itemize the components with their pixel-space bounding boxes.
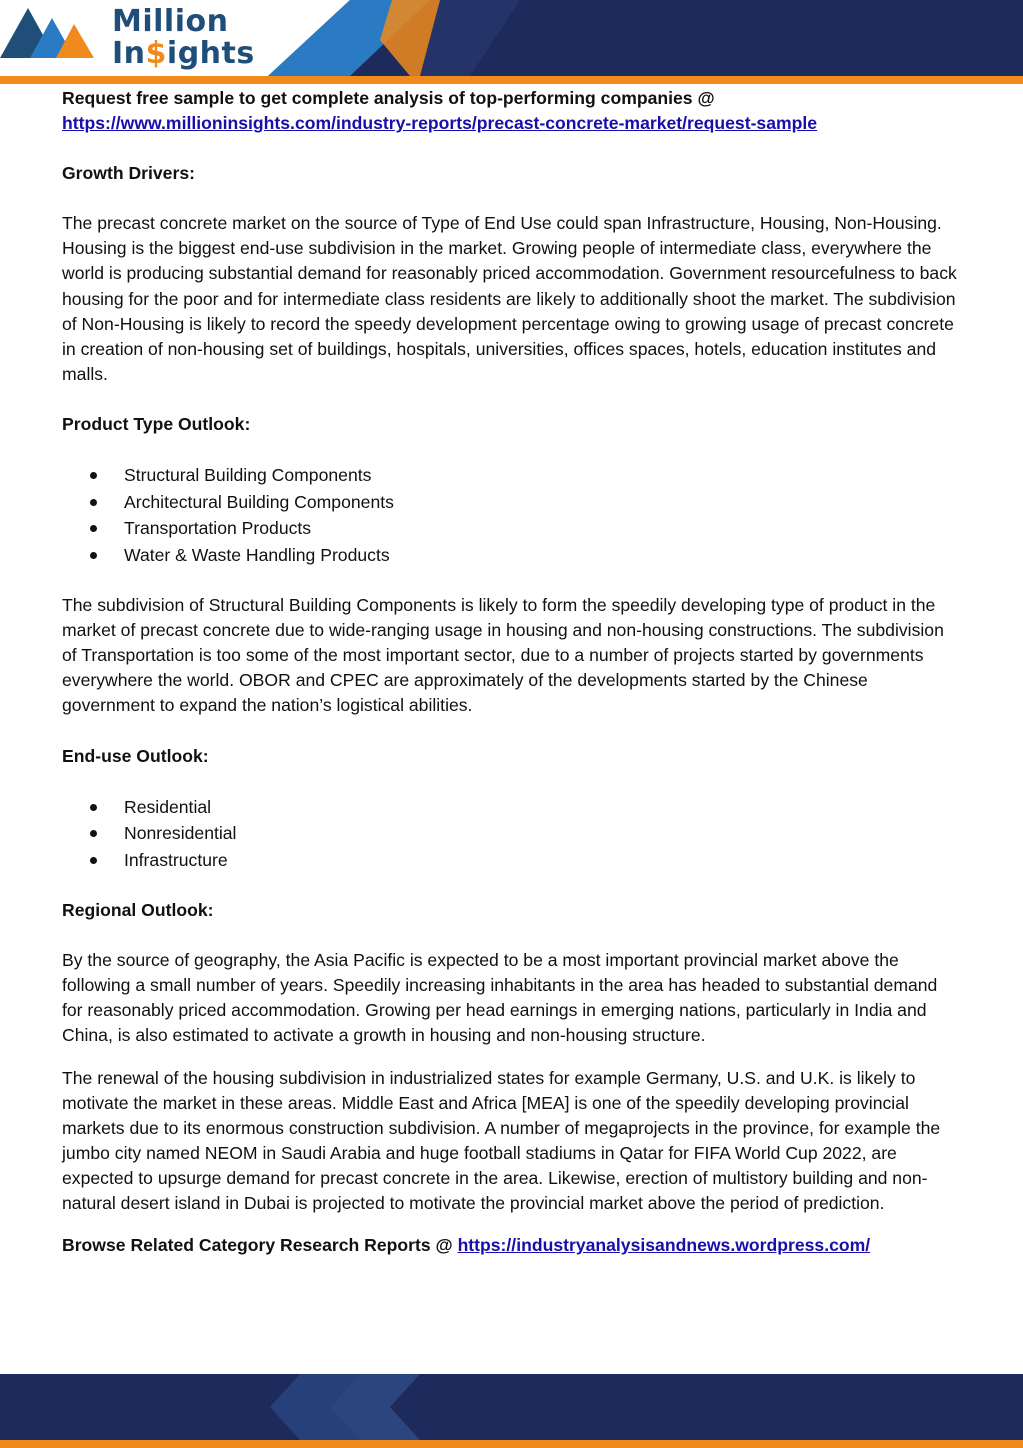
- logo-line-1: Million: [112, 4, 229, 39]
- document-body: [62, 86, 962, 1258]
- logo-wordmark: [112, 6, 255, 70]
- list-item: Water & Waste Handling Products: [62, 542, 962, 569]
- sample-request-text: Request free sample to get complete analysis of top-performing companies @: [62, 88, 715, 108]
- sample-request-link[interactable]: https://www.millioninsights.com/industry-reports/precast-concrete-market/request-sample: [62, 113, 818, 134]
- list-item: Transportation Products: [62, 515, 962, 542]
- page-footer: [0, 1374, 1023, 1448]
- related-reports-line: [62, 1233, 962, 1258]
- related-reports-link[interactable]: https://industryanalysisandnews.wordpress.com/: [457, 1235, 871, 1256]
- related-reports-text: Browse Related Category Research Reports @: [62, 1235, 453, 1256]
- footer-banner-graphic: [0, 1374, 1023, 1448]
- growth-paragraph: The precast concrete market on the source of Type of End Use could span Infrastructure, Housing, Non-Housing. Housing is the biggest end-use subdivision in the market. Growing people of intermediate class, everywhere the world is producing substantial demand for reasonably priced accommodation. Government resourcefulness to back housing for the poor and for intermediate class residents are likely to additionally shoot the market. The subdivision of Non-Housing is likely to record the speedy development percentage owing to growing usage of precast concrete in creation of non-housing set of buildings, hospitals, universities, offices spaces, hotels, education institutes and malls.: [62, 213, 957, 384]
- regional-heading: Regional Outlook:: [62, 900, 214, 921]
- list-item: Nonresidential: [62, 820, 962, 847]
- list-item: Infrastructure: [62, 847, 962, 874]
- regional-paragraph-2: The renewal of the housing subdivision in industrialized states for example Germany, U.S. and U.K. is likely to motivate the market in these areas. Middle East and Africa [MEA] is one of the speedily developing provincial markets due to its enormous construction subdivision. A number of megaprojects in the province, for example the jumbo city named NEOM in Saudi Arabia and huge football stadiums in Qatar for FIFA World Cup 2022, are expected to upsurge demand for precast concrete in the area. Likewise, erection of multistory building and non-natural desert island in Dubai is projected to motivate the provincial market above the period of prediction.: [62, 1067, 941, 1214]
- regional-paragraph-1: By the source of geography, the Asia Pacific is expected to be a most important provincial market above the following a small number of years. Speedily increasing inhabitants in the area has headed to substantial demand for reasonably priced accommodation. Growing per head earnings in emerging nations, particularly in India and China, is also estimated to activate a growth in housing and non-housing structure.: [62, 950, 938, 1046]
- logo-line-2-a: In: [112, 36, 146, 71]
- page-header: [0, 0, 1023, 84]
- enduse-list: [62, 794, 962, 874]
- logo-dollar: $: [145, 36, 167, 71]
- product-heading: Product Type Outlook:: [62, 413, 251, 434]
- logo-line-2-b: ights: [166, 36, 255, 71]
- growth-heading: Growth Drivers:: [62, 163, 195, 184]
- list-item: Residential: [62, 794, 962, 821]
- product-list: [62, 462, 962, 568]
- logo-line-2: [112, 38, 255, 70]
- product-paragraph: The subdivision of Structural Building Components is likely to form the speedily developing type of product in the market of precast concrete due to wide-ranging usage in housing and non-housing constructions. The subdivision of Transportation is too some of the most important sector, due to a number of projects started by governments everywhere the world. OBOR and CPEC are approximately of the developments started by the Chinese government to expand the nation’s logistical abilities.: [62, 595, 944, 716]
- list-item: Architectural Building Components: [62, 489, 962, 516]
- list-item: Structural Building Components: [62, 462, 962, 489]
- logo-icon: [0, 0, 94, 58]
- enduse-heading: End-use Outlook:: [62, 745, 209, 766]
